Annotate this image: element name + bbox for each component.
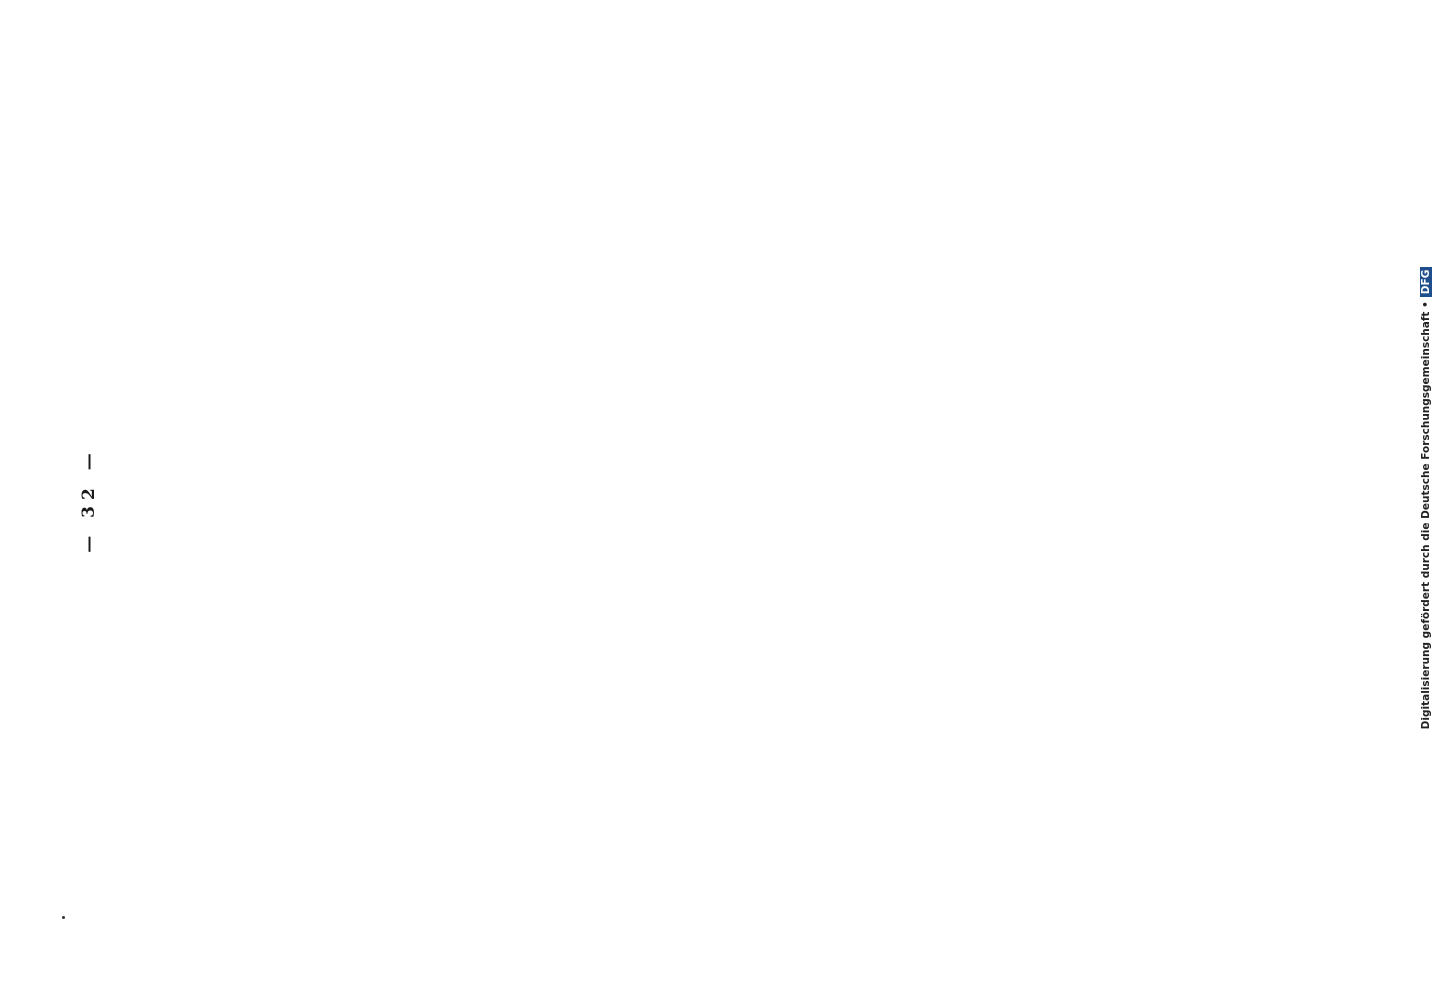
- paragraph: [223, 517, 239, 909]
- paragraph: [187, 93, 203, 485]
- right-column: [115, 93, 295, 485]
- paragraph: [295, 517, 311, 909]
- paragraph: [115, 93, 131, 485]
- paragraph: [331, 517, 347, 909]
- document-page: [73, 91, 1293, 909]
- print-speck: [62, 916, 65, 919]
- section-heading: [202, 517, 218, 909]
- paragraph: [178, 517, 194, 909]
- paragraph: [241, 517, 257, 909]
- paragraph: [205, 93, 221, 485]
- paragraph: [133, 517, 149, 909]
- paragraph: [241, 93, 257, 485]
- paragraph: [313, 517, 329, 909]
- digitization-credit: [1418, 6, 1434, 994]
- paragraph: [223, 93, 239, 485]
- paragraph: [259, 517, 275, 909]
- paragraph: [169, 93, 185, 485]
- paragraph: [277, 517, 293, 909]
- section-heading: [157, 517, 173, 909]
- paragraph: [277, 93, 293, 485]
- paragraph: [133, 93, 149, 485]
- paragraph: [151, 93, 167, 485]
- dfg-logo: DFG: [1420, 267, 1432, 298]
- paragraph: [115, 517, 131, 909]
- page-number: — 32 —: [79, 447, 99, 553]
- credit-text: Digitalisierung gefördert durch die Deutsche Forschungsgemeinschaft •: [1420, 301, 1432, 730]
- paragraph: [259, 93, 275, 485]
- left-column: [115, 517, 349, 909]
